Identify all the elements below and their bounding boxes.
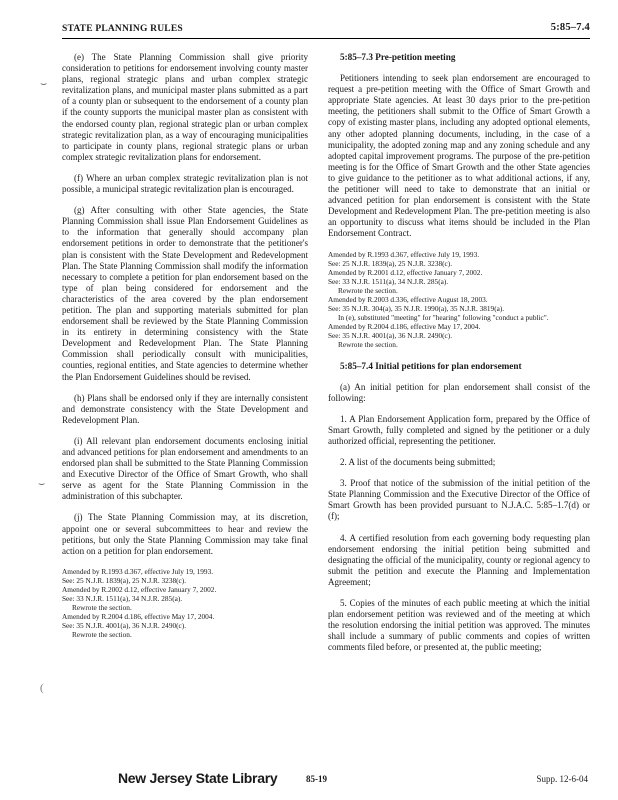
history-line: Amended by R.1993 d.367, effective July 19, 1993. [62,566,214,576]
margin-mark: ( [40,682,44,694]
header-title: STATE PLANNING RULES [62,24,183,34]
history-line: See: 33 N.J.R. 1511(a), 34 N.J.R. 285(a). [62,593,183,603]
library-stamp: New Jersey State Library [118,770,278,786]
right-column [328,52,590,663]
history-line: See: 25 N.J.R. 1839(a), 25 N.J.R. 3238(c). [328,258,453,268]
paragraph-e: (e) The State Planning Commission shall give priority consideration to petitions for endorsement involving county master plans, regional strategic plans and urban complex strategic revitalization plans, and municipal master plans submitted as a part of a county plan or subsequent to the endorsement of a county plan if the county supports the municipal master plan as consistent with the endorsed county plan, regional strategic plan or urban complex strategic revitalization plan, as a way of encouraging municipalities to participate in county plans, regional strategic plans or urban complex strategic revitalization plans for endorsement. [62,52,308,162]
page-number: 85-19 [306,774,327,784]
running-header [62,22,590,39]
list-item: 5. Copies of the minutes of each public meeting at which the initial plan endorsement petition was reviewed and of the meeting at which the resolution endorsing the initial petition was approved. The minutes shall include a summary of public comments and copies of written comments filed before, or presented at, the public meeting; [328,598,590,653]
history-line: Amended by R.2002 d.12, effective January 7, 2002. [62,584,217,594]
paragraph-h: (h) Plans shall be endorsed only if they are internally consistent and demonstrate consistency with the State Development and Redevelopment Plan. [62,392,308,425]
section-heading-7-3: 5:85–7.3 Pre-petition meeting [340,52,456,62]
history-line: Rewrote the section. [338,285,398,295]
margin-mark: ⌣ [38,478,46,490]
history-line: Rewrote the section. [338,339,398,349]
history-line: Amended by R.1993 d.367, effective July 19, 1993. [328,249,480,259]
header-section-number: 5:85–7.4 [550,22,590,33]
list-item: 1. A Plan Endorsement Application form, prepared by the Office of Smart Growth, fully completed and signed by the petitioner or a duly authorized official, representing the petitioner. [328,413,590,446]
left-column [62,52,308,651]
paragraph-j: (j) The State Planning Commission may, at its discretion, appoint one or several subcommittees to hear and review the petitions, but only the State Planning Commission may take final action on a petition for plan endorsement. [62,512,308,556]
page-footer [0,770,618,792]
history-note-7-2 [62,567,308,639]
history-line: In (e), substituted "meeting" for "hearing" following "conduct a public". [338,312,549,322]
history-line: See: 35 N.J.R. 4001(a), 36 N.J.R. 2490(c). [328,330,453,340]
history-line: Amended by R.2001 d.12, effective January 7, 2002. [328,267,483,277]
section-7-4-intro: (a) An initial petition for plan endorsement shall consist of the following: [328,381,590,403]
margin-mark: ⌣ [40,78,48,90]
list-item: 2. A list of the documents being submitted; [340,457,496,468]
history-line: See: 25 N.J.R. 1839(a), 25 N.J.R. 3238(c). [62,575,187,585]
paragraph-f: (f) Where an urban complex strategic revitalization plan is not possible, a municipal strategic revitalization plan is encouraged. [62,172,308,195]
history-line: Amended by R.2004 d.186, effective May 17, 2004. [62,611,215,621]
history-line: Rewrote the section. [72,602,132,612]
history-line: Amended by R.2003 d.336, effective August 18, 2003. [328,294,488,304]
section-heading-7-4: 5:85–7.4 Initial petitions for plan endorsement [340,360,522,371]
history-note-7-3 [328,250,590,349]
history-line: Amended by R.2004 d.186, effective May 17, 2004. [328,321,481,331]
history-line: See: 35 N.J.R. 4001(a), 36 N.J.R. 2490(c). [62,620,187,630]
history-line: Rewrote the section. [72,629,132,639]
section-7-3-body: Petitioners intending to seek plan endorsement are encouraged to request a pre-petition meeting with the Office of Smart Growth and appropriate State agencies. At least 30 days prior to the pre-petition meeting, the petitioners shall submit to the Office of Smart Growth a copy of existing master plans, including any adopted optional elements, any other adopted planning documents, including, in the case of a municipality, the adopted zoning map and any zoning schedule and any adopted capital improvement programs. The purpose of the pre-petition meeting is for the Office of Smart Growth and the other State agencies to give guidance to the petitioner as to what additional actions, if any, the petitioner will need to take to demonstrate that an initial or advanced petition for plan endorsement is consistent with the State Development and Redevelopment Plan. The pre-petition meeting is also an opportunity to discuss what items should be included in the Plan Endorsement Contract. [328,73,590,239]
list-item: 3. Proof that notice of the submission of the initial petition of the State Planning Commission and the Executive Director of the Office of Smart Growth has been provided pursuant to N.J.A.C. 5:85–1.7(d) or (f); [328,478,590,522]
paragraph-i: (i) All relevant plan endorsement documents enclosing initial and advanced petitions for plan endorsement and amendments to an endorsed plan shall be submitted to the State Planning Commission and Executive Director of the Office of Smart Growth, who shall serve as agent for the State Planning Commission in the administration of this subchapter. [62,435,308,502]
history-line: See: 33 N.J.R. 1511(a), 34 N.J.R. 285(a). [328,276,449,286]
list-item: 4. A certified resolution from each governing body requesting plan endorsement endorsing the initial petition being submitted and designating the official of the municipality, county or regional agency to submit the petition and execute the Planning and Implementation Agreement; [328,532,590,587]
supplement-date: Supp. 12-6-04 [536,774,588,784]
paragraph-g: (g) After consulting with other State agencies, the State Planning Commission shall issue Plan Endorsement Guidelines as to the information that generally should accompany plan endorsement petitions in order to demonstrate that the petitioner's plan is consistent with the State Development and Redevelopment Plan. The State Planning Commission shall modify the information necessary to complete a petition for plan endorsement based on the type of plan being considered for endorsement and the characteristics of the area covered by the plan endorsement petition. The plan and supporting materials submitted for plan endorsement shall be reviewed by the State Planning Commission in its entirety in determining consistency with the State Development and Redevelopment Plan. The State Planning Commission shall periodically consult with municipalities, counties, regional entities, and State agencies to determine whether the Plan Endorsement Guidelines should be revised. [62,205,308,382]
history-line: See: 35 N.J.R. 304(a), 35 N.J.R. 1990(a), 35 N.J.R. 3819(a). [328,303,505,313]
